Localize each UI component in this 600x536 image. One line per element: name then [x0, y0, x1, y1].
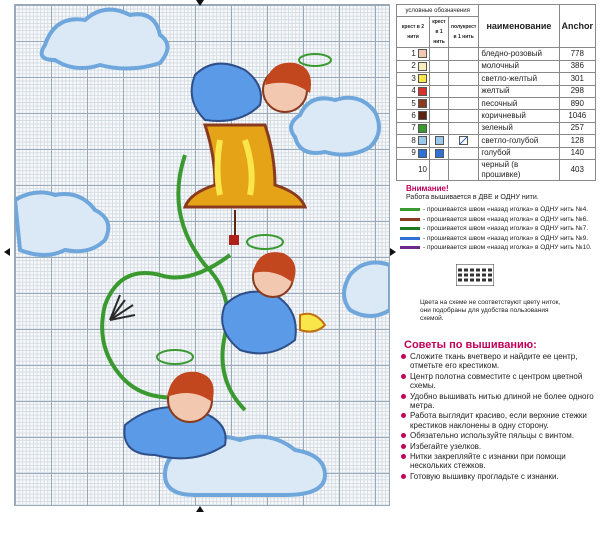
tips-list	[400, 352, 596, 482]
anchor-code: 298	[559, 85, 596, 97]
thread-line-text: - прошивается швом «назад иголка» в ОДНУ нить №9.	[423, 234, 588, 242]
line-color-icon	[400, 208, 420, 211]
thread-name: молочный	[479, 60, 559, 72]
thread-name: голубой	[479, 147, 559, 159]
backstitch-sample-icon	[456, 264, 494, 286]
swatch-icon	[418, 111, 427, 120]
row-num: 4	[411, 86, 416, 96]
dandelion	[110, 295, 135, 320]
thread-line	[400, 224, 592, 234]
line-color-icon	[400, 227, 420, 230]
pattern-illustration	[15, 5, 389, 505]
anchor-code: 890	[559, 97, 596, 109]
thread-name: черный (в прошивке)	[479, 159, 559, 180]
legend-row	[397, 73, 596, 85]
header-anchor: Anchor	[559, 5, 596, 48]
row-num: 9	[411, 148, 416, 158]
row-num: 5	[411, 98, 416, 108]
row-num: 10	[418, 164, 427, 174]
center-arrow-bottom	[196, 506, 204, 512]
sub-half: полукрест в 1 нить	[449, 17, 479, 48]
center-arrow-left	[4, 248, 10, 256]
legend-row	[397, 48, 596, 60]
tips-title: Советы по вышиванию:	[404, 339, 537, 351]
thread-line-text: - прошивается швом «назад иголка» в ОДНУ нить №4.	[423, 206, 588, 213]
row-num: 6	[411, 111, 416, 121]
legend-row	[397, 159, 596, 180]
color-legend-table	[396, 4, 596, 181]
tip-item: Удобно вышивать нитью длиной не более одного метра.	[400, 392, 596, 411]
thread-lines	[400, 205, 592, 253]
thread-name: коричневый	[479, 110, 559, 122]
line-color-icon	[400, 218, 420, 221]
tip-item: Работа выглядит красиво, если верхние стежки крестиков наклонены в одну сторону.	[400, 411, 596, 430]
angel-top-body	[192, 64, 261, 121]
anchor-code: 778	[559, 48, 596, 60]
anchor-code: 257	[559, 122, 596, 134]
legend-row	[397, 60, 596, 72]
row-num: 8	[411, 135, 416, 145]
note-text: Работа вышивается в ДВЕ и ОДНУ нити.	[406, 194, 539, 201]
thread-line	[400, 234, 592, 244]
row-num: 1	[411, 49, 416, 59]
swatch-icon	[435, 136, 444, 145]
thread-line-text: - прошивается швом «назад иголка» в ОДНУ нить №7.	[423, 225, 588, 232]
thread-name: светло-желтый	[479, 73, 559, 85]
thread-line-text: - прошивается швом «назад иголка» в ОДНУ нить №10.	[423, 244, 592, 251]
cloud-top	[42, 10, 168, 69]
bell	[185, 125, 305, 207]
legend-row	[397, 122, 596, 134]
header-name: наименование	[479, 5, 559, 48]
legend-row	[397, 85, 596, 97]
cloud-right-mid	[344, 263, 389, 316]
tip-item: Сложите ткань вчетверо и найдите ее центр, отметьте его крестиком.	[400, 352, 596, 371]
anchor-code: 1046	[559, 110, 596, 122]
anchor-code: 403	[559, 159, 596, 180]
anchor-code: 386	[559, 60, 596, 72]
thread-name: зеленый	[479, 122, 559, 134]
swatch-icon	[418, 49, 427, 58]
cloud-right-top	[291, 98, 379, 155]
angel-mid-body	[222, 292, 296, 354]
legend-row	[397, 147, 596, 159]
half-stitch-icon	[459, 136, 468, 145]
legend-row	[397, 135, 596, 147]
swatch-icon	[418, 99, 427, 108]
pattern-grid	[14, 4, 390, 506]
thread-name: песочный	[479, 97, 559, 109]
legend-row	[397, 97, 596, 109]
anchor-code: 301	[559, 73, 596, 85]
color-note: Цвета на схеме не соответствуют цвету ниток, они подобраны для удобства пользования схемой.	[420, 299, 561, 322]
legend-row	[397, 110, 596, 122]
cloud-left	[15, 192, 108, 255]
thread-name: желтый	[479, 85, 559, 97]
center-arrow-top	[196, 0, 204, 6]
line-color-icon	[400, 237, 420, 240]
row-num: 7	[411, 123, 416, 133]
thread-line	[400, 205, 592, 215]
swatch-icon	[418, 74, 427, 83]
row-num: 3	[411, 73, 416, 83]
anchor-code: 140	[559, 147, 596, 159]
swatch-icon	[418, 149, 427, 158]
header-symbols: условные обозначения	[397, 5, 479, 17]
tip-item: Готовую вышивку прогладьте с изнанки.	[400, 472, 596, 481]
sub-cross2: крест в 2 нити	[397, 17, 430, 48]
swatch-icon	[418, 87, 427, 96]
thread-line	[400, 243, 592, 253]
swatch-icon	[418, 62, 427, 71]
line-color-icon	[400, 246, 420, 249]
anchor-code: 128	[559, 135, 596, 147]
thread-line-text: - прошивается швом «назад иголка» в ОДНУ нить №6.	[423, 215, 588, 223]
note-title: Внимание!	[406, 184, 449, 193]
row-num: 2	[411, 61, 416, 71]
tip-item: Центр полотна совместите с центром цветной схемы.	[400, 372, 596, 391]
tip-item: Обязательно используйте пяльцы с винтом.	[400, 431, 596, 440]
sub-cross1: крест в 1 нить	[430, 17, 449, 48]
thread-name: светло-голубой	[479, 135, 559, 147]
tip-item: Нитки закрепляйте с изнанки при помощи нескольких стежков.	[400, 452, 596, 471]
thread-name: бледно-розовый	[479, 48, 559, 60]
thread-line	[400, 215, 592, 225]
swatch-icon	[418, 136, 427, 145]
swatch-icon	[418, 124, 427, 133]
tip-item: Избегайте узелков.	[400, 442, 596, 451]
swatch-icon	[435, 149, 444, 158]
info-panel	[396, 0, 600, 536]
